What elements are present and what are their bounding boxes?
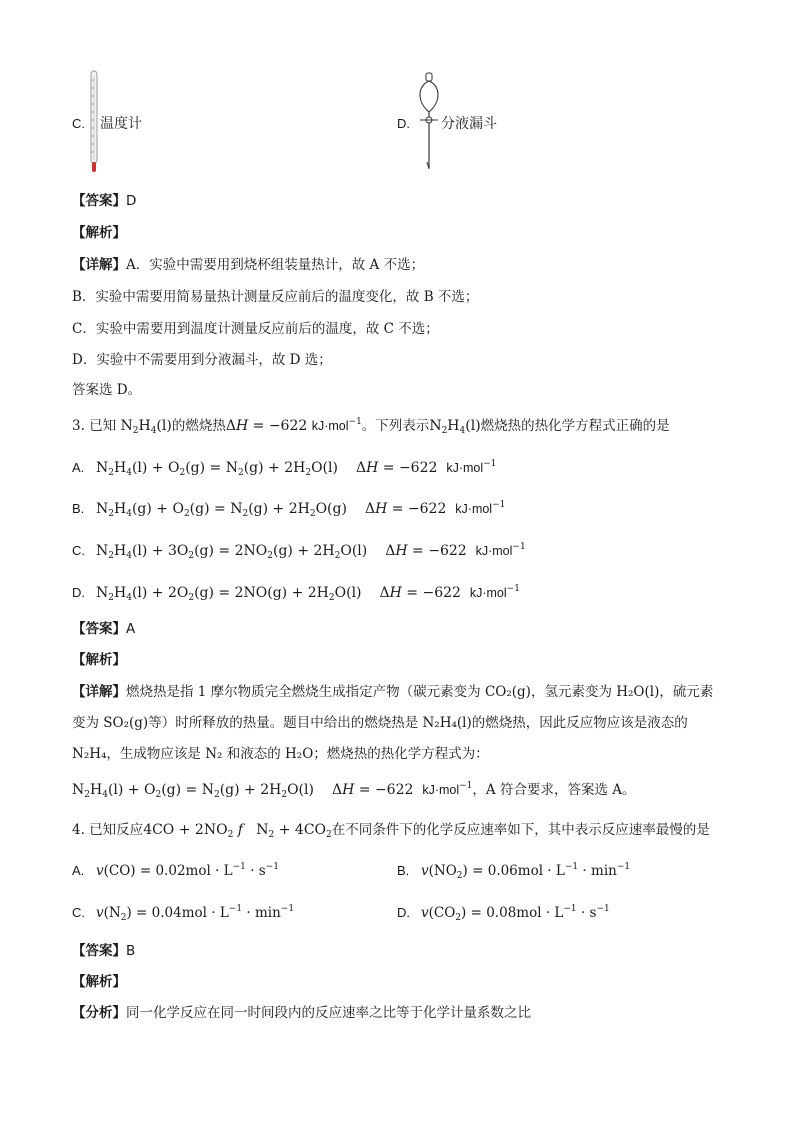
option-a: A. $v(CO) = 0.02mol \cdot L^{-1} \cdot s^{-1}$ — [72, 862, 279, 879]
unit: kJ·mol — [446, 461, 484, 475]
rate-unit: mol · L — [185, 863, 233, 879]
option-c: C. $N_2H_4(l) + 3O_2(g) = 2NO_2(g) + 2H_2O(l) \Delta H = -622$ kJ·mol$^{-1}$ — [72, 542, 526, 561]
thermometer-label: 温度计 — [100, 116, 142, 132]
option-label: C. — [72, 543, 85, 558]
dh-value: −622 — [268, 418, 308, 434]
rate-value: 0.02 — [155, 863, 186, 879]
formula: ΔH = −622 kJ·mol$^{-1}$ — [225, 417, 362, 434]
stem-text: 的燃烧热 — [171, 418, 226, 434]
rate-value: 0.06 — [487, 863, 518, 879]
option-d: D. $v(CO_2) = 0.08mol \cdot L^{-1} \cdot s^{-1}$ — [397, 904, 610, 923]
detail-text: A．实验中需要用到烧杯组装量热计，故 A 不选； — [126, 257, 425, 273]
conclusion-line: $N_2H_4(l) + O_2(g) = N_2(g) + 2H_2O(l) \Delta H = -622$ kJ·mol$^{-1}$，A 符合要求，答案选 A。 — [72, 781, 636, 800]
option-c: C. $v(N_2) = 0.04mol \cdot L^{-1} \cdot \min^{-1}$ — [72, 904, 295, 923]
stem-text: 燃烧热的热化学方程式正确的是 — [480, 418, 670, 434]
stem-text: 在不同条件下的化学反应速率如下，其中表示反应速率最慢的是 — [331, 822, 710, 838]
answer-line — [72, 620, 135, 638]
conclusion-text: ，A 符合要求，答案选 A。 — [472, 782, 636, 798]
formula: $N_2H_4(l)$ — [120, 418, 172, 436]
option-label: C. — [72, 116, 85, 131]
time-unit: min — [254, 905, 281, 921]
formula: $N_2H_4(l)$ — [429, 418, 481, 436]
option-label: A. — [72, 863, 85, 878]
rate-value: 0.04 — [151, 905, 182, 921]
answer-tag: 【答案】 — [72, 943, 126, 959]
analysis2-text: 同一化学反应在同一时间段内的反应速率之比等于化学计量系数之比 — [126, 1005, 531, 1021]
unit: kJ·mol — [455, 502, 493, 516]
stem-text: 已知反应 — [89, 822, 144, 838]
detail-line: C．实验中需要用到温度计测量反应前后的温度，故 C 不选； — [72, 321, 439, 337]
answer-value: A — [126, 621, 136, 637]
detail-tag: 【详解】 — [72, 684, 126, 700]
dh-value: −622 — [428, 543, 467, 559]
analysis-line — [72, 224, 126, 242]
rate-unit: mol · L — [516, 905, 564, 921]
detail-line — [72, 256, 424, 274]
time-unit: min — [591, 863, 617, 879]
answer-value: B — [126, 943, 136, 959]
unit: kJ·mol — [475, 544, 513, 558]
detail-line — [72, 683, 713, 701]
rate-value: 0.08 — [486, 905, 517, 921]
stem-text: 。下列表示 — [361, 418, 430, 434]
detail-line: 答案选 D。 — [72, 382, 142, 398]
detail-text: 燃烧热是指 1 摩尔物质完全燃烧生成指定产物（碳元素变为 CO₂(g)，氢元素变为 H₂O(l)，硫元素 — [126, 684, 714, 700]
detail-line: B．实验中需要用简易量热计测量反应前后的温度变化，故 B 不选； — [72, 289, 479, 305]
funnel-label: 分液漏斗 — [441, 116, 497, 132]
option-label: B. — [397, 863, 410, 878]
dh-value: −622 — [407, 501, 447, 517]
question-3-stem — [72, 417, 670, 435]
detail-tag: 【详解】 — [72, 257, 126, 273]
thermometer-icon — [88, 70, 100, 174]
question-number: 3. — [72, 418, 85, 434]
answer-line — [72, 192, 136, 210]
answer-tag: 【答案】 — [72, 621, 126, 637]
option-label: D. — [72, 585, 85, 600]
analysis-tag: 【解析】 — [72, 225, 126, 241]
answer-line — [72, 942, 135, 960]
detail-line: D．实验中不需要用到分液漏斗，故 D 选； — [72, 352, 332, 368]
rate-unit: mol · L — [517, 863, 565, 879]
option-label: B. — [72, 501, 85, 516]
option-label: D. — [397, 905, 410, 920]
analysis2-line — [72, 1004, 531, 1022]
option-label: A. — [72, 460, 85, 475]
analysis-tag: 【解析】 — [72, 652, 126, 668]
option-a: A. $N_2H_4(l) + O_2(g) = N_2(g) + 2H_2O(l) \Delta H = -622$ kJ·mol$^{-1}$ — [72, 459, 497, 478]
unit: kJ·mol — [469, 586, 507, 600]
rate-unit: mol · L — [181, 905, 229, 921]
option-b: B. $N_2H_4(g) + O_2(g) = N_2(g) + 2H_2O(g) \Delta H = -622$ kJ·mol$^{-1}$ — [72, 500, 506, 519]
detail-line: N₂H₄，生成物应该是 N₂ 和液态的 H₂O；燃烧热的热化学方程式为： — [72, 746, 489, 762]
analysis-tag: 【解析】 — [72, 974, 126, 990]
detail-line: 变为 SO₂(g)等）时所释放的热量。题目中给出的燃烧热是 N₂H₄(l)的燃烧热，因此反应物应该是液态的 — [72, 715, 688, 731]
option-label: C. — [72, 905, 85, 920]
separatory-funnel-icon — [414, 72, 444, 170]
answer-tag: 【答案】 — [72, 193, 126, 209]
time-unit: s — [258, 863, 266, 879]
analysis-line — [72, 651, 126, 669]
analysis2-tag: 【分析】 — [72, 1005, 126, 1021]
dh-value: −622 — [374, 782, 414, 798]
unit: kJ·mol — [311, 419, 349, 433]
option-label: D. — [397, 116, 410, 131]
unit: kJ·mol — [422, 783, 460, 797]
question-number: 4. — [72, 822, 85, 838]
stem-text: 已知 — [89, 418, 117, 434]
dh-value: −622 — [398, 460, 438, 476]
dh-value: −622 — [422, 585, 461, 601]
question-4-stem — [72, 821, 710, 839]
formula: $4CO + 2NO_2$ f $N_2 + 4CO_2$ — [143, 822, 332, 840]
answer-value: D — [126, 193, 137, 209]
option-b: B. $v(NO_2) = 0.06mol \cdot L^{-1} \cdot \min^{-1}$ — [397, 862, 631, 881]
analysis-line — [72, 973, 126, 991]
time-unit: s — [589, 905, 597, 921]
option-d: D. $N_2H_4(l) + 2O_2(g) = 2NO(g) + 2H_2O(l) \Delta H = -622$ kJ·mol$^{-1}$ — [72, 584, 520, 603]
